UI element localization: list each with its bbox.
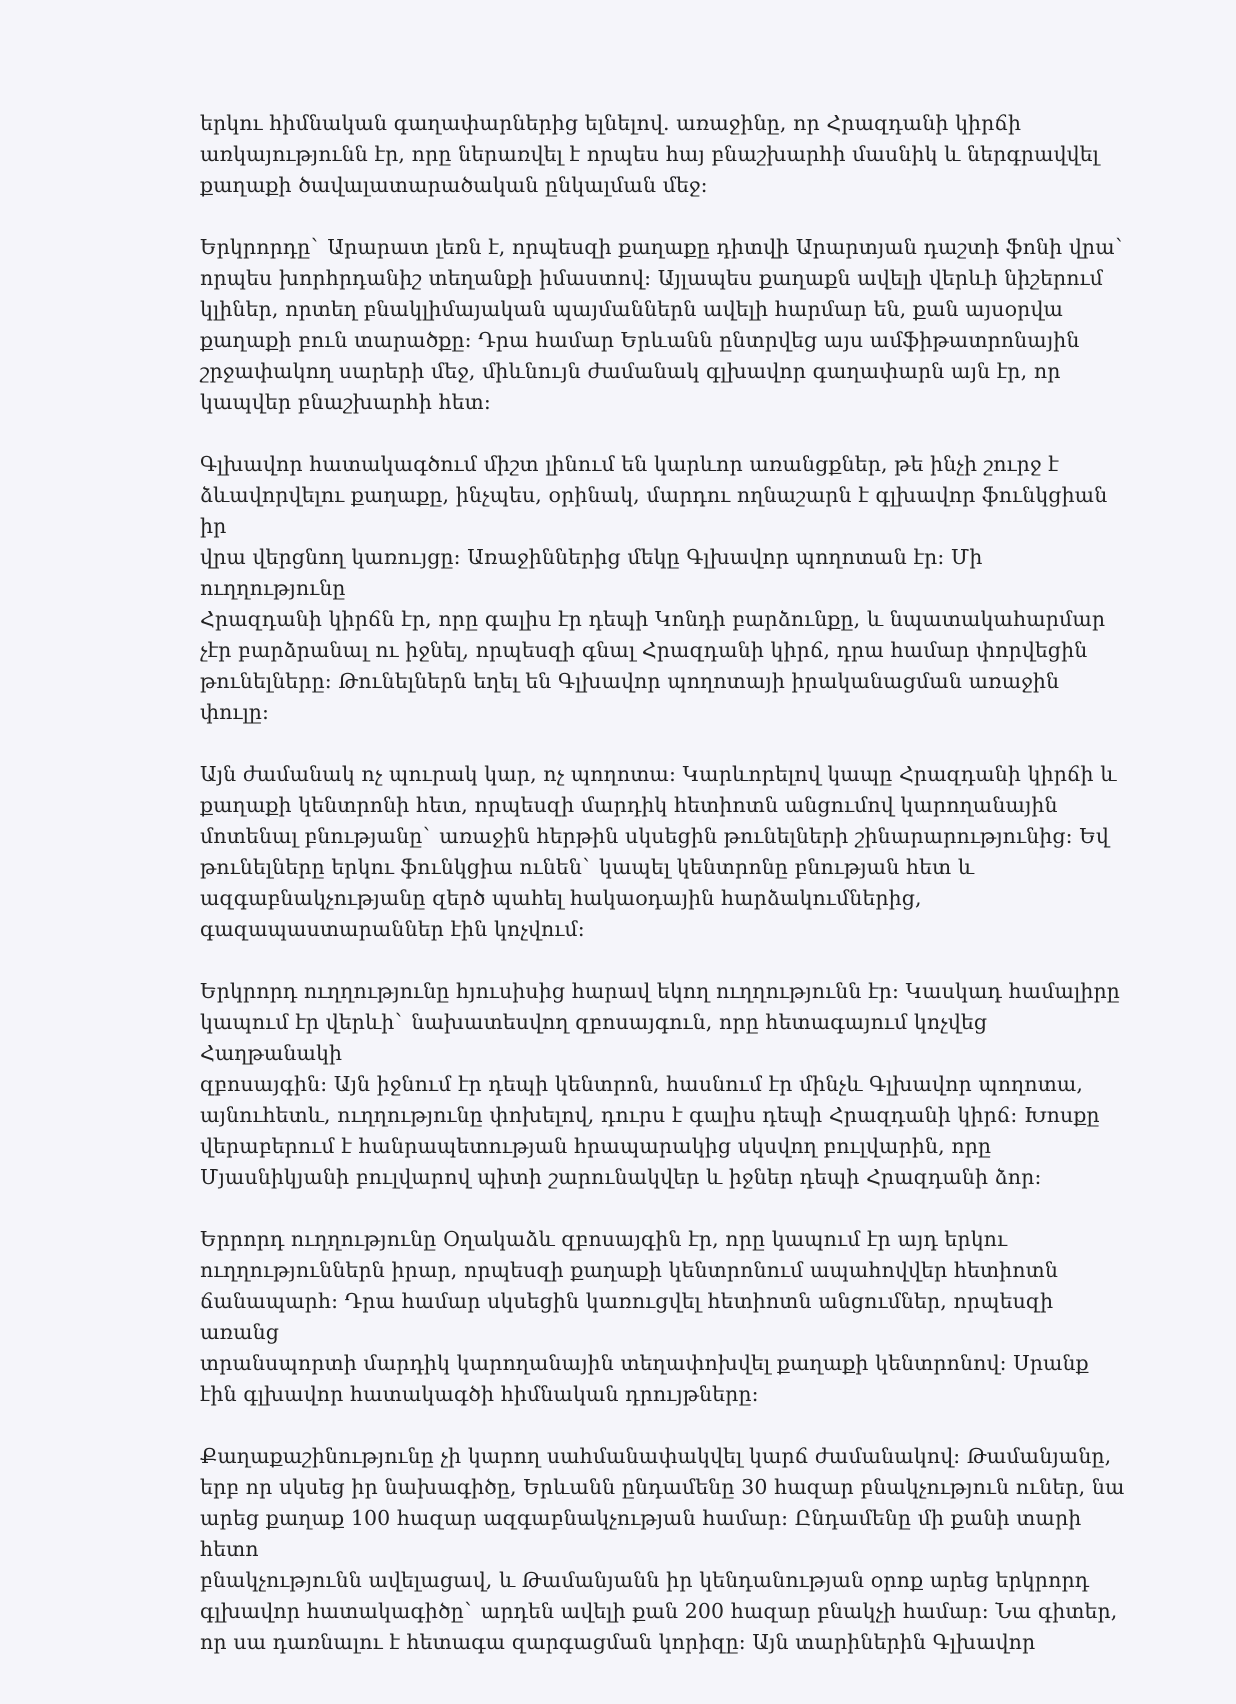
paragraph-1: երկու հիմնական գաղափարներից ելնելով. առաջինը, որ Հրազդանի կիրճի առկայությունն էր, որը ներառվել է որպես հայ բնաշխարհի մասնիկ և ներգրավվել քաղաքի ծավալատարածական ընկալման մեջ:	[200, 111, 1099, 197]
paragraph-5: Երկրորդ ուղղությունը հյուսիսից հարավ եկող ուղղությունն էր: Կասկադ համալիրը կապում էր վերևի` նախատեսվող զբոսայգուն, որը հետագայում կոչվեց Հաղթանակի զբոսայգին: Այն իջնում էր դեպի կենտրոն, հասնում էր մինչև Գլխավոր պողոտա, այնուհետև, ուղղությունը փոխելով, դուրս է գալիս դեպի Հրազդանի կիրճ: Խոսքը վերաբերում է հանրապետության հրապարակից սկսվող բուլվարին, որը Մյասնիկյանի բուլվարով պիտի շարունակվեր և իջներ դեպի Հրազդանի ձոր:	[200, 979, 1120, 1189]
paragraph-7: Քաղաքաշինությունը չի կարող սահմանափակվել կարճ ժամանակով: Թամանյանը, երբ որ սկսեց իր նախագիծը, Երևանն ընդամենը 30 հազար բնակչություն ուներ, նա արեց քաղաք 100 հազար ազգաբնակչության համար: Ընդամենը մի քանի տարի հետո բնակչությունն ավելացավ, և Թամանյանն իր կենդանության օրոք արեց երկրորդ գլխավոր հատակագիծը` արդեն ավելի քան 200 հազար բնակչի համար: Նա գիտեր, որ սա դառնալու է հետագա զարգացման կորիզը: Այն տարիներին Գլխավոր	[200, 1444, 1125, 1654]
paragraph-6: Երրորդ ուղղությունը Օղակաձև զբոսայգին էր, որը կապում էր այդ երկու ուղղություններն իրար, որպեսզի քաղաքի կենտրոնում ապահովվեր հետիոտն ճանապարհ: Դրա համար սկսեցին կառուցվել հետիոտն անցումներ, որպեսզի առանց տրանսպորտի մարդիկ կարողանային տեղափոխվել քաղաքի կենտրոնով: Սրանք էին գլխավոր հատակագծի հիմնական դրույթները:	[200, 1227, 1089, 1406]
paragraph-4: Այն ժամանակ ոչ պուրակ կար, ոչ պողոտա: Կարևորելով կապը Հրազդանի կիրճի և քաղաքի կենտրոնի հետ, որպեսզի մարդիկ հետիոտն անցումով կարողանային մոտենալ բնությանը` առաջին հերթին սկսեցին թունելների շինարարությունից: Եվ թունելները երկու ֆունկցիա ունեն` կապել կենտրոնը բնության հետ և ազգաբնակչությանը զերծ պահել հակաօդային հարձակումներից, գազապաստարաններ էին կոչվում:	[200, 762, 1117, 941]
paragraph-3: Գլխավոր հատակագծում միշտ լինում են կարևոր առանցքներ, թե ինչի շուրջ է ձևավորվելու քաղաքը, ինչպես, օրինակ, մարդու ողնաշարն է գլխավոր ֆունկցիան իր վրա վերցնող կառույցը: Առաջիններից մեկը Գլխավոր պողոտան էր: Մի ուղղությունը Հրազդանի կիրճն էր, որը գալիս էր դեպի Կոնդի բարձունքը, և նպատակահարմար չէր բարձրանալ ու իջնել, որպեսզի գնալ Հրազդանի կիրճ, դրա համար փորվեցին թունելները: Թունելներն եղել են Գլխավոր պողոտայի իրականացման առաջին փուլը:	[200, 452, 1108, 724]
paragraph-2: Երկրորդը` Արարատ լեռն է, որպեսզի քաղաքը դիտվի Արարտյան դաշտի ֆոնի վրա` որպես խորհրդանիշ տեղանքի իմաստով: Այլապես քաղաքն ավելի վերևի նիշերում կլիներ, որտեղ բնակլիմայական պայմաններն ավելի հարմար են, քան այսօրվա քաղաքի բուն տարածքը: Դրա համար Երևանն ընտրվեց այս ամֆիթատրոնային շրջափակող սարերի մեջ, միևնույն ժամանակ գլխավոր գաղափարն այն էր, որ կապվեր բնաշխարհի հետ:	[200, 235, 1126, 414]
